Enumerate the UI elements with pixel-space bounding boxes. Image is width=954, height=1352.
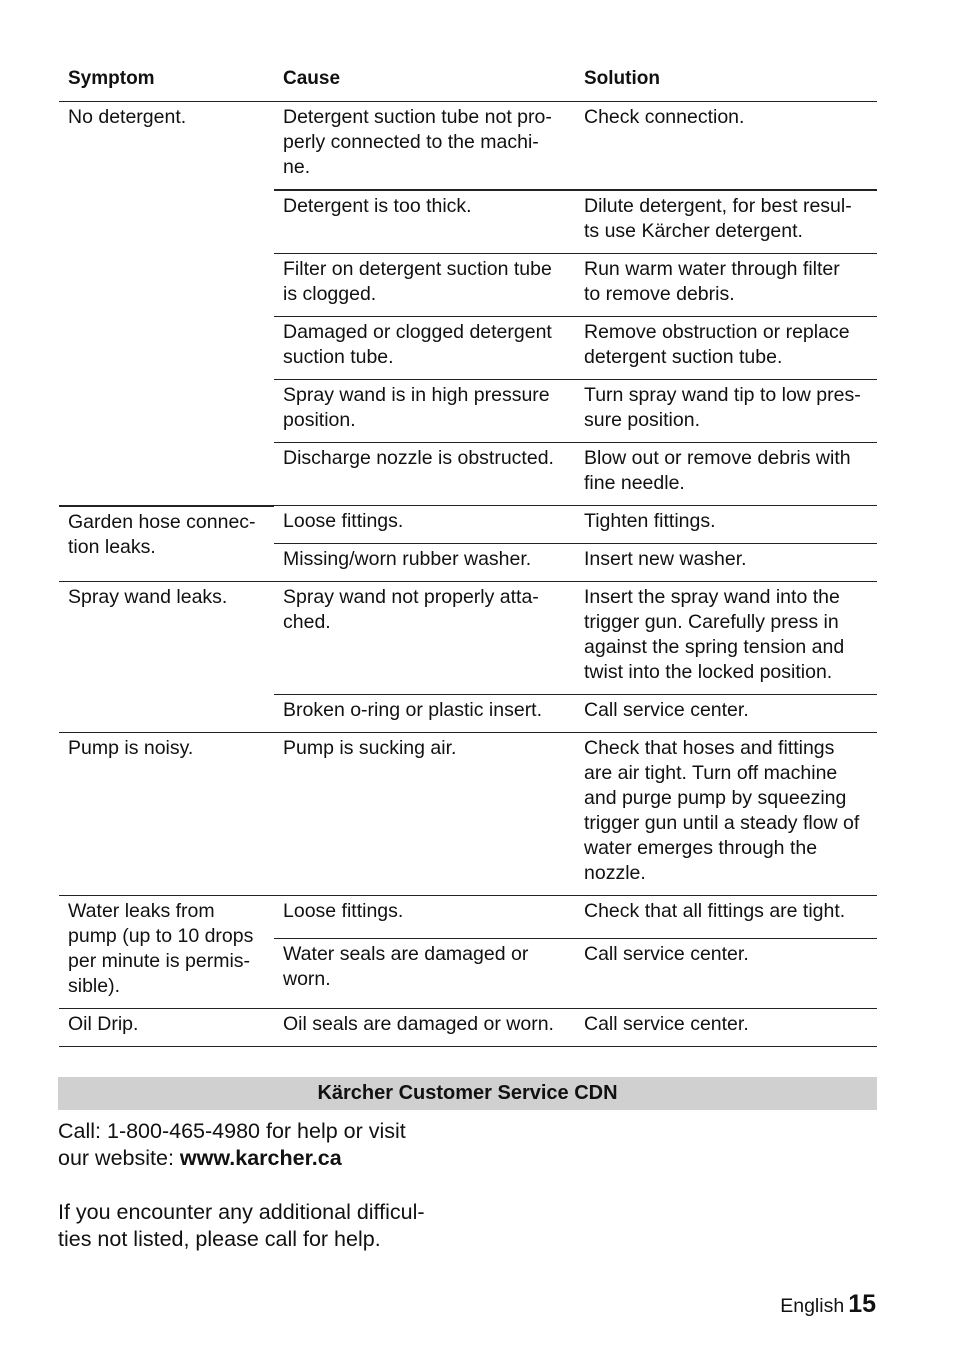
symptom-cell: Spray wand leaks.	[59, 582, 274, 733]
cause-cell: Damaged or clogged detergent suction tube.	[274, 317, 575, 380]
page-number: 15	[848, 1290, 876, 1318]
cause-cell: Loose fittings.	[274, 506, 575, 544]
solution-cell: Turn spray wand tip to low pres- sure position.	[575, 380, 877, 443]
cause-cell: Spray wand not properly atta- ched.	[274, 582, 575, 695]
website-line	[58, 1145, 478, 1172]
solution-cell: Run warm water through filter to remove debris.	[575, 254, 877, 317]
cause-cell: Detergent suction tube not pro- perly connected to the machi- ne.	[274, 102, 575, 191]
header-solution: Solution	[575, 62, 877, 102]
solution-cell: Insert the spray wand into the trigger gun. Carefully press in against the spring tension and twist into the locked position.	[575, 582, 877, 695]
table-row	[59, 733, 877, 896]
table-row	[59, 102, 877, 191]
cause-cell: Oil seals are damaged or worn.	[274, 1009, 575, 1047]
cause-cell: Detergent is too thick.	[274, 190, 575, 254]
symptom-cell: Pump is noisy.	[59, 733, 274, 896]
troubleshooting-table	[59, 62, 877, 1047]
solution-cell: Dilute detergent, for best resul- ts use Kärcher detergent.	[575, 190, 877, 254]
header-symptom: Symptom	[59, 62, 274, 102]
cause-cell: Broken o-ring or plastic insert.	[274, 695, 575, 733]
solution-cell: Call service center.	[575, 938, 877, 1009]
symptom-cell: Water leaks from pump (up to 10 drops per minute is permis- sible).	[59, 896, 274, 1009]
solution-cell: Check that hoses and fittings are air tight. Turn off machine and purge pump by squeezing trigger gun until a steady flow of water emerges through the nozzle.	[575, 733, 877, 896]
cause-cell: Water seals are damaged or worn.	[274, 938, 575, 1009]
solution-cell: Check connection.	[575, 102, 877, 191]
cause-cell: Pump is sucking air.	[274, 733, 575, 896]
call-line: Call: 1-800-465-4980 for help or visit	[58, 1119, 406, 1143]
footer-language: English	[780, 1295, 845, 1317]
table-body	[59, 102, 877, 1047]
solution-cell: Insert new washer.	[575, 544, 877, 582]
solution-cell: Blow out or remove debris with fine needle.	[575, 443, 877, 506]
symptom-cell: Oil Drip.	[59, 1009, 274, 1047]
symptom-cell: No detergent.	[59, 102, 274, 506]
table-row	[59, 896, 877, 939]
website-prefix: our website:	[58, 1146, 180, 1170]
solution-cell: Call service center.	[575, 1009, 877, 1047]
solution-cell: Call service center.	[575, 695, 877, 733]
header-cause: Cause	[274, 62, 575, 102]
solution-cell: Check that all fittings are tight.	[575, 896, 877, 939]
contact-block	[58, 1118, 478, 1253]
page-footer	[780, 1290, 876, 1319]
table-row	[59, 1009, 877, 1047]
cause-cell: Spray wand is in high pressure position.	[274, 380, 575, 443]
website-link[interactable]: www.karcher.ca	[179, 1146, 342, 1170]
cause-cell: Missing/worn rubber washer.	[274, 544, 575, 582]
cause-cell: Discharge nozzle is obstructed.	[274, 443, 575, 506]
help-note: If you encounter any additional difficul- ties not listed, please call for help.	[58, 1200, 425, 1251]
table-row	[59, 506, 877, 544]
customer-service-heading: Kärcher Customer Service CDN	[58, 1077, 877, 1110]
table-row	[59, 582, 877, 695]
symptom-cell: Garden hose connec- tion leaks.	[59, 506, 274, 582]
table-header-row	[59, 62, 877, 102]
solution-cell: Remove obstruction or replace detergent suction tube.	[575, 317, 877, 380]
cause-cell: Loose fittings.	[274, 896, 575, 939]
solution-cell: Tighten fittings.	[575, 506, 877, 544]
cause-cell: Filter on detergent suction tube is clogged.	[274, 254, 575, 317]
